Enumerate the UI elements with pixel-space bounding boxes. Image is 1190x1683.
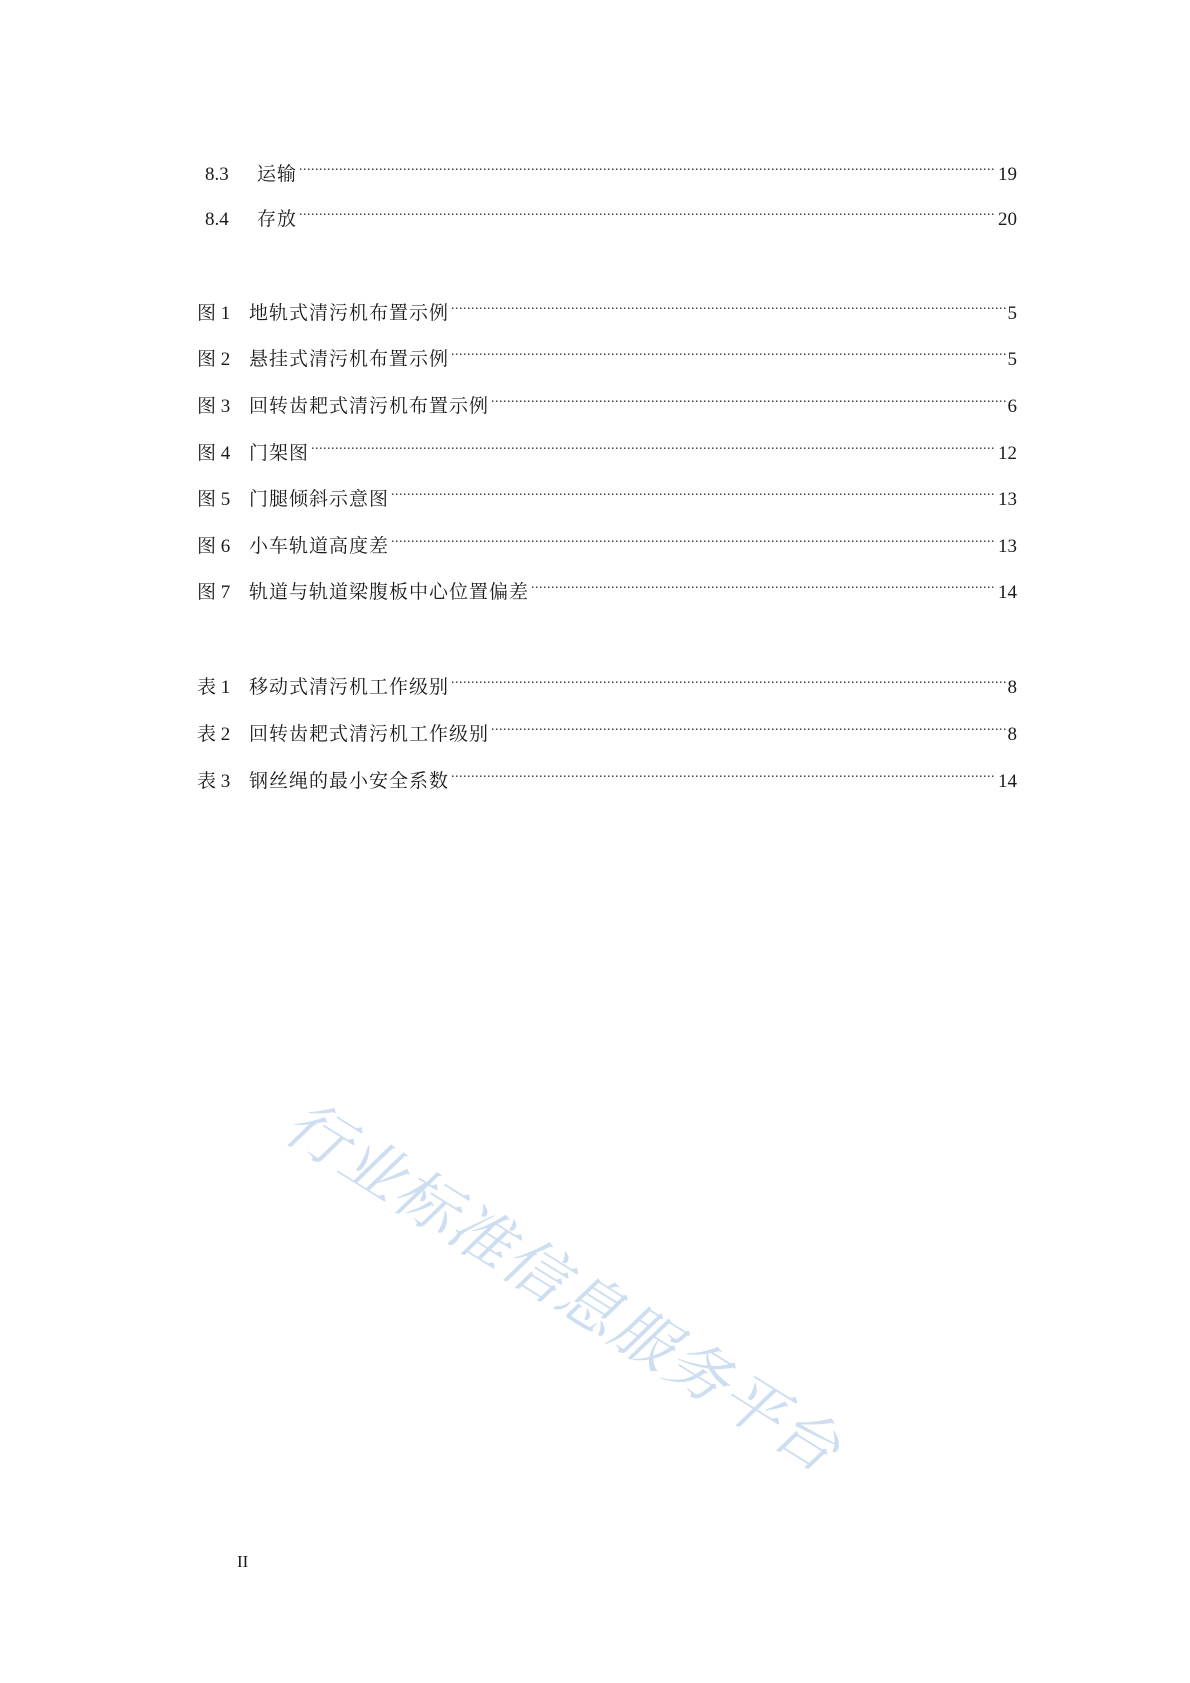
table-title: 移动式清污机工作级别 bbox=[249, 676, 450, 698]
figure-list-entry[interactable] bbox=[197, 392, 1017, 419]
figure-page: 5 bbox=[1007, 303, 1017, 324]
figure-page: 14 bbox=[998, 582, 1017, 603]
toc-dot-leader bbox=[391, 486, 996, 506]
figure-list-entry[interactable] bbox=[197, 345, 1017, 372]
table-page: 14 bbox=[998, 771, 1017, 792]
table-list-entry[interactable] bbox=[197, 767, 1017, 794]
figure-list-entry[interactable] bbox=[197, 532, 1017, 559]
figure-number: 图 7 bbox=[197, 582, 231, 603]
table-number: 表 2 bbox=[197, 724, 231, 745]
figure-number: 图 3 bbox=[197, 396, 231, 417]
table-title: 钢丝绳的最小安全系数 bbox=[249, 770, 450, 792]
figure-number: 图 4 bbox=[197, 443, 231, 464]
figure-title: 小车轨道高度差 bbox=[249, 535, 390, 557]
toc-dot-leader bbox=[299, 206, 996, 226]
figure-title: 轨道与轨道梁腹板中心位置偏差 bbox=[249, 581, 530, 603]
toc-entry-page: 20 bbox=[998, 209, 1017, 230]
table-number: 表 1 bbox=[197, 677, 231, 698]
toc-entry-8-4[interactable] bbox=[205, 205, 1017, 232]
toc-entry-number: 8.3 bbox=[205, 164, 229, 185]
watermark-text: 行业标准信息服务平台 bbox=[272, 1086, 854, 1488]
toc-entry-8-3[interactable] bbox=[205, 160, 1017, 187]
toc-dot-leader bbox=[491, 721, 1005, 741]
figure-list-entry[interactable] bbox=[197, 299, 1017, 326]
figure-page: 12 bbox=[998, 443, 1017, 464]
table-page: 8 bbox=[1007, 724, 1017, 745]
page-number: II bbox=[237, 1552, 249, 1571]
toc-dot-leader bbox=[451, 300, 1005, 320]
table-list-entry[interactable] bbox=[197, 673, 1017, 700]
figure-title: 悬挂式清污机布置示例 bbox=[249, 348, 450, 370]
figure-title: 门架图 bbox=[249, 442, 310, 464]
table-page: 8 bbox=[1007, 677, 1017, 698]
toc-entry-page: 19 bbox=[998, 164, 1017, 185]
toc-entry-title: 运输 bbox=[257, 163, 298, 185]
figure-page: 13 bbox=[998, 489, 1017, 510]
figure-page: 13 bbox=[998, 536, 1017, 557]
figure-number: 图 2 bbox=[197, 349, 231, 370]
toc-dot-leader bbox=[311, 440, 996, 460]
figure-page: 5 bbox=[1007, 349, 1017, 370]
figure-page: 6 bbox=[1007, 396, 1017, 417]
figure-number: 图 1 bbox=[197, 303, 231, 324]
figure-title: 门腿倾斜示意图 bbox=[249, 488, 390, 510]
toc-dot-leader bbox=[299, 161, 996, 181]
figure-title: 回转齿耙式清污机布置示例 bbox=[249, 395, 490, 417]
figure-list-entry[interactable] bbox=[197, 439, 1017, 466]
toc-dot-leader bbox=[531, 579, 996, 599]
toc-dot-leader bbox=[491, 393, 1005, 413]
toc-dot-leader bbox=[391, 533, 996, 553]
figure-number: 图 5 bbox=[197, 489, 231, 510]
table-title: 回转齿耙式清污机工作级别 bbox=[249, 723, 490, 745]
figure-list-entry[interactable] bbox=[197, 578, 1017, 605]
toc-entry-title: 存放 bbox=[257, 208, 298, 230]
toc-dot-leader bbox=[451, 346, 1005, 366]
toc-dot-leader bbox=[451, 674, 1005, 694]
figure-number: 图 6 bbox=[197, 536, 231, 557]
table-number: 表 3 bbox=[197, 771, 231, 792]
toc-dot-leader bbox=[451, 768, 996, 788]
figure-title: 地轨式清污机布置示例 bbox=[249, 302, 450, 324]
toc-entry-number: 8.4 bbox=[205, 209, 229, 230]
figure-list-entry[interactable] bbox=[197, 485, 1017, 512]
table-list-entry[interactable] bbox=[197, 720, 1017, 747]
